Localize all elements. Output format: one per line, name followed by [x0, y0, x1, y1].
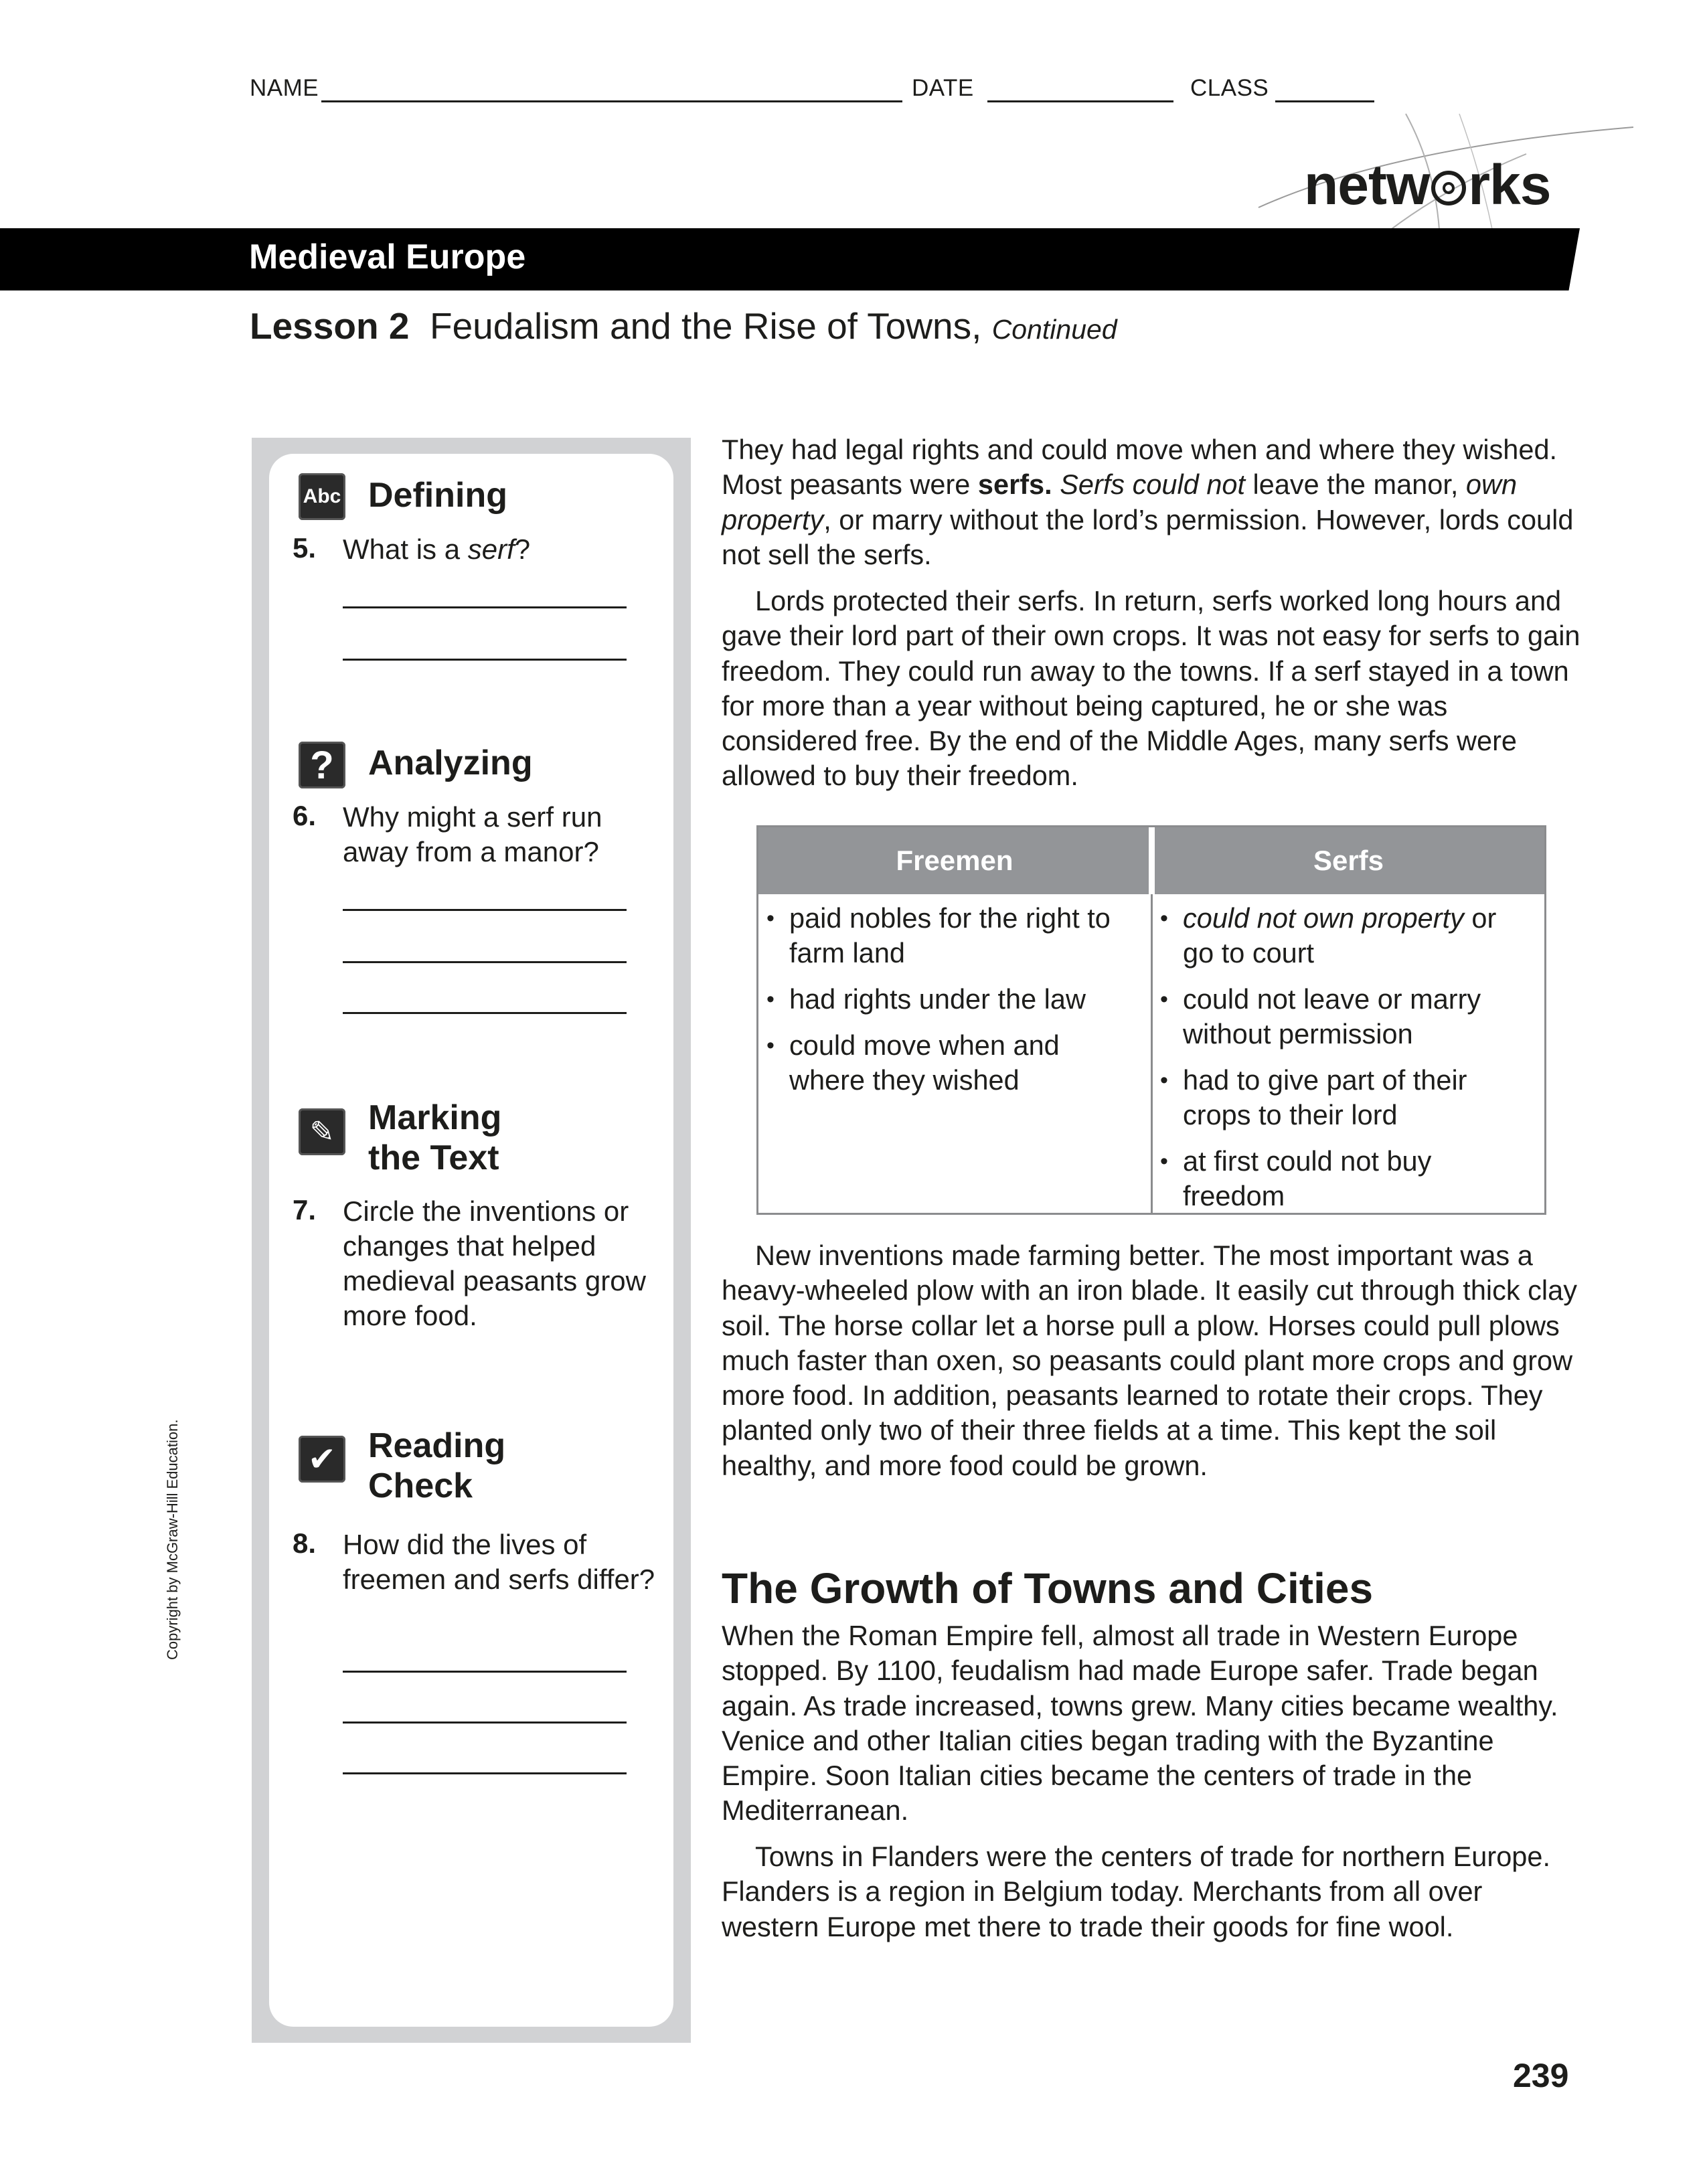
question-6-text: Why might a serf run away from a manor? [343, 801, 602, 867]
abc-icon: Abc [299, 473, 345, 520]
body-paragraph: Lords protected their serfs. In return, serfs worked long hours and gave their lord part of their own crops. It was not easy for serfs to gain freedom. They could run away to the towns. If a serf stayed in a town for more than a year without being captured, he or she was considered free. By the end of the Middle Ages, many serfs were allowed to buy their freedom. [722, 585, 1580, 792]
class-field-line[interactable] [1275, 100, 1374, 102]
question-number: 8. [293, 1527, 317, 1559]
marker-icon: ✎ [299, 1108, 345, 1155]
answer-line[interactable] [343, 606, 627, 608]
table-header-gap [1149, 827, 1155, 894]
freemen-column [758, 901, 1133, 1109]
body-paragraph: They had legal rights and could move when and where they wished. Most peasants were serfs. Serfs could not leave the manor, own property, or marry without the lord’s permission. However, lords could not sell the serfs. [722, 434, 1574, 570]
list-item: • could move when and where they wished [758, 1028, 1133, 1098]
question-icon: ? [299, 742, 345, 788]
reading-check-heading: Reading Check [368, 1426, 506, 1505]
name-label: NAME [250, 75, 319, 101]
list-item: • paid nobles for the right to farm land [758, 901, 1133, 971]
answer-line[interactable] [343, 1671, 627, 1673]
body-paragraph: Towns in Flanders were the centers of trade for northern Europe. Flanders is a region in Belgium today. Merchants from all over western Europe met there to trade their goods for fine wool. [722, 1841, 1550, 1942]
date-label: DATE [912, 75, 974, 101]
table-header-freemen: Freemen [758, 827, 1151, 894]
question-5-text: What is a serf? [343, 533, 531, 565]
answer-line[interactable] [343, 909, 627, 911]
networks-logo: netw rks [1304, 153, 1551, 216]
question-number: 6. [293, 800, 317, 831]
answer-line[interactable] [343, 1772, 627, 1774]
analyzing-heading: Analyzing [368, 744, 533, 782]
class-label: CLASS [1190, 75, 1269, 101]
title-band [0, 228, 1580, 290]
name-field-line[interactable] [321, 100, 902, 102]
list-item: • could not own property or go to court [1152, 901, 1534, 971]
date-field-line[interactable] [987, 100, 1173, 102]
question-8-text: How did the lives of freemen and serfs differ? [343, 1529, 655, 1595]
question-number: 7. [293, 1194, 317, 1226]
checkmark-icon: ✔ [299, 1436, 345, 1483]
freemen-serfs-table [756, 825, 1546, 1215]
lesson-title: Lesson 2 Feudalism and the Rise of Towns, Continued [250, 305, 1117, 347]
list-item: • had to give part of their crops to their lord [1152, 1063, 1534, 1132]
list-item: • could not leave or marry without permission [1152, 982, 1534, 1052]
answer-line[interactable] [343, 1012, 627, 1014]
unit-title: Medieval Europe [249, 238, 526, 276]
copyright-notice: Copyright by McGraw-Hill Education. [164, 1419, 181, 1660]
question-7-text: Circle the inventions or changes that helped medieval peasants grow more food. [343, 1195, 646, 1331]
body-paragraph: New inventions made farming better. The most important was a heavy-wheeled plow with an iron blade. It easily cut through thick clay soil. The horse collar let a horse pull a plow. Horses could pull plows much faster than oxen, so peasants could plant more crops and grow more food. In addition, peasants learned to rotate their crops. They planted only two of their three fields at a time. This kept the soil healthy, and more food could be grown. [722, 1240, 1577, 1481]
answer-line[interactable] [343, 961, 627, 963]
question-number: 5. [293, 532, 317, 564]
page-number: 239 [1513, 2057, 1569, 2094]
answer-line[interactable] [343, 659, 627, 661]
defining-heading: Defining [368, 476, 507, 515]
marking-heading: Marking the Text [368, 1098, 502, 1177]
body-paragraph: When the Roman Empire fell, almost all trade in Western Europe stopped. By 1100, feudalism had made Europe safer. Trade began again. As trade increased, towns grew. Many cities became wealthy. Venice and other Italian cities began trading with the Byzantine Empire. Soon Italian cities became the centers of trade in the Mediterranean. [722, 1620, 1558, 1827]
list-item: • had rights under the law [758, 982, 1133, 1017]
serfs-column [1152, 901, 1534, 1225]
answer-line[interactable] [343, 1721, 627, 1724]
list-item: • at first could not buy freedom [1152, 1144, 1534, 1213]
section-heading: The Growth of Towns and Cities [722, 1564, 1374, 1612]
logo-disc-icon [1431, 171, 1466, 205]
table-header-serfs: Serfs [1153, 827, 1544, 894]
